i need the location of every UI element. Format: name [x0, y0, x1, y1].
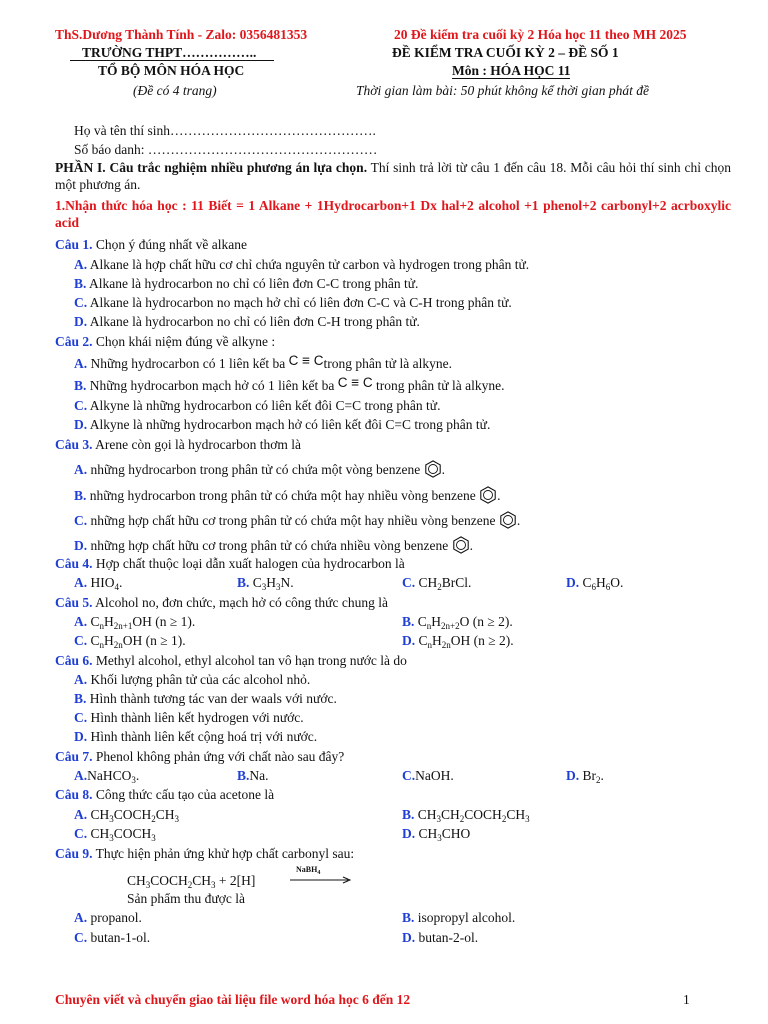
q6-option-b[interactable]: B. Hình thành tương tác van der waals với nước.: [74, 691, 337, 706]
reaction-arrow-icon: [290, 876, 352, 884]
reaction-reagent: NaBH$_4$: [296, 865, 321, 876]
q9-stem: Thực hiện phản ứng khử hợp chất carbonyl sau:: [92, 846, 355, 861]
q3-label: Câu 3.: [55, 437, 93, 452]
q6-stem: Methyl alcohol, ethyl alcohol tan vô hạn trong nước là do: [92, 653, 407, 668]
student-name-field: Họ và tên thí sinh……………………………………….: [74, 123, 376, 138]
q5-option-c[interactable]: C. $C_nH_{2n}OH$ (n ≥ 1).: [74, 633, 186, 650]
q7-option-d[interactable]: D. $Br_2$.: [566, 768, 604, 785]
question-2: [55, 333, 275, 350]
student-id-field: Số báo danh: ……………………………………………: [74, 142, 378, 157]
q8-option-c[interactable]: C. $CH_3COCH_3$: [74, 826, 156, 843]
q2-option-c[interactable]: C. Alkyne là những hydrocarbon có liên kết đôi C=C trong phân tử.: [74, 398, 441, 413]
section-heading: 1.Nhận thức hóa học : 11 Biết = 1 Alkane + 1Hydrocarbon+1 Dx hal+2 alcohol +1 phenol+2 carbonyl+2 acrboxylic acid: [55, 198, 731, 230]
subject-title: Môn : HÓA HỌC 11: [452, 63, 571, 78]
q8-stem: Công thức cấu tạo của acetone là: [92, 787, 275, 802]
q7-option-c[interactable]: C.NaOH.: [402, 768, 454, 783]
q9-option-a[interactable]: A. propanol.: [74, 910, 142, 925]
q1-option-a[interactable]: A. Alkane là hợp chất hữu cơ chỉ chứa nguyên tử carbon và hydrogen trong phân tử.: [74, 257, 530, 272]
q5-stem: Alcohol no, đơn chức, mạch hở có công thức chung là: [92, 595, 388, 610]
q9-label: Câu 9.: [55, 846, 93, 861]
benzene-ring-icon: [479, 486, 497, 504]
q2-option-a[interactable]: A. Những hydrocarbon có 1 liên kết ba C ≡ Ctrong phân tử là alkyne.: [74, 353, 452, 371]
q7-option-a[interactable]: A.NaHCO$_3$.: [74, 768, 140, 785]
q9-product-text: Sản phẩm thu được là: [127, 891, 245, 906]
q2-option-b[interactable]: B. Những hydrocarbon mạch hở có 1 liên kết ba C ≡ C trong phân tử là alkyne.: [74, 375, 505, 393]
q7-stem: Phenol không phản ứng với chất nào sau đây?: [92, 749, 345, 764]
q7-option-b[interactable]: B.Na.: [237, 768, 269, 783]
q4-option-c[interactable]: C. $CH_2BrCl$.: [402, 575, 472, 592]
benzene-ring-icon: [424, 460, 442, 478]
q4-option-b[interactable]: B. $C_3H_3N$.: [237, 575, 294, 592]
time-note: Thời gian làm bài: 50 phút không kể thời gian phát đề: [356, 83, 650, 98]
question-5: [55, 594, 388, 611]
part1-intro: [55, 159, 731, 193]
part1-instruction: Thí sinh trả lời từ câu 1 đến câu 18. Mỗi câu hỏi thí sinh chỉ chọn một phương án.: [55, 160, 731, 192]
q8-option-a[interactable]: A. $CH_3COCH_2CH_3$: [74, 807, 180, 824]
q3-option-b[interactable]: B. những hydrocarbon trong phân tử có chứa một hay nhiều vòng benzene .: [74, 488, 501, 503]
q5-option-b[interactable]: B. $C_nH_{2n+2}O$ (n ≥ 2).: [402, 614, 513, 631]
pages-note: (Đề có 4 trang): [133, 83, 217, 98]
question-4: [55, 555, 405, 572]
question-7: [55, 748, 344, 765]
school-name: TRƯỜNG THPT……………..: [82, 45, 257, 60]
q2-option-d[interactable]: D. Alkyne là những hydrocarbon mạch hở có liên kết đôi C=C trong phân tử.: [74, 417, 491, 432]
question-3: [55, 436, 301, 453]
benzene-ring-icon: [452, 536, 470, 554]
q3-option-d[interactable]: D. những hợp chất hữu cơ trong phân tử có chứa nhiều vòng benzene .: [74, 538, 473, 553]
exam-title: ĐỀ KIỂM TRA CUỐI KỲ 2 – ĐỀ SỐ 1: [392, 45, 619, 60]
q1-option-c[interactable]: C. Alkane là hydrocarbon no mạch hở chỉ có liên đơn C-C và C-H trong phân tử.: [74, 295, 512, 310]
question-8: [55, 786, 274, 803]
triple-bond-formula: C ≡ C: [337, 375, 373, 390]
q9-option-d[interactable]: D. butan-2-ol.: [402, 930, 479, 945]
q1-option-b[interactable]: B. Alkane là hydrocarbon no chỉ có liên đơn C-C trong phân tử.: [74, 276, 419, 291]
q2-label: Câu 2.: [55, 334, 93, 349]
triple-bond-formula: C ≡ C: [288, 353, 324, 368]
q7-label: Câu 7.: [55, 749, 93, 764]
q3-option-c[interactable]: C. những hợp chất hữu cơ trong phân tử có chứa một hay nhiều vòng benzene .: [74, 513, 521, 528]
q6-option-d[interactable]: D. Hình thành liên kết cộng hoá trị với nước.: [74, 729, 318, 744]
benzene-ring-icon: [499, 511, 517, 529]
q5-label: Câu 5.: [55, 595, 93, 610]
q4-label: Câu 4.: [55, 556, 93, 571]
q4-option-a[interactable]: A. $HIO_4$.: [74, 575, 123, 592]
q3-option-a[interactable]: A. những hydrocarbon trong phân tử có chứa một vòng benzene .: [74, 462, 445, 477]
q2-stem: Chọn khái niệm đúng về alkyne :: [92, 334, 276, 349]
school-underline: [70, 60, 274, 61]
q4-option-d[interactable]: D. $C_6H_6O$.: [566, 575, 624, 592]
question-9: [55, 845, 354, 862]
q1-stem: Chọn ý đúng nhất về alkane: [92, 237, 247, 252]
q5-option-a[interactable]: A. $C_nH_{2n+1}OH$ (n ≥ 1).: [74, 614, 196, 631]
q1-label: Câu 1.: [55, 237, 93, 252]
q8-label: Câu 8.: [55, 787, 93, 802]
question-6: [55, 652, 407, 669]
q9-option-b[interactable]: B. isopropyl alcohol.: [402, 910, 516, 925]
series-line: 20 Đề kiểm tra cuối kỳ 2 Hóa học 11 theo MH 2025: [394, 27, 687, 42]
q8-option-d[interactable]: D. $CH_3CHO$: [402, 826, 471, 843]
q8-option-b[interactable]: B. $CH_3CH_2COCH_2CH_3$: [402, 807, 530, 824]
q6-option-c[interactable]: C. Hình thành liên kết hydrogen với nước.: [74, 710, 304, 725]
page-number: 1: [683, 992, 690, 1007]
author-line: ThS.Dương Thành Tính - Zalo: 0356481353: [55, 27, 308, 42]
q9-option-c[interactable]: C. butan-1-ol.: [74, 930, 151, 945]
q1-option-d[interactable]: D. Alkane là hydrocarbon no chỉ có liên đơn C-H trong phân tử.: [74, 314, 420, 329]
part1-title: PHẦN I. Câu trắc nghiệm nhiều phương án lựa chọn.: [55, 160, 368, 175]
q4-stem: Hợp chất thuộc loại dẫn xuất halogen của hydrocarbon là: [92, 556, 405, 571]
q5-option-d[interactable]: D. $C_nH_{2n}OH$ (n ≥ 2).: [402, 633, 514, 650]
subject-underline: [452, 78, 570, 79]
q6-label: Câu 6.: [55, 653, 93, 668]
footer-promo: Chuyên viết và chuyển giao tài liệu file word hóa học 6 đến 12: [55, 992, 411, 1007]
question-1: [55, 236, 247, 253]
q6-option-a[interactable]: A. Khối lượng phân tử của các alcohol nhỏ.: [74, 672, 311, 687]
q3-stem: Arene còn gọi là hydrocarbon thơm là: [92, 437, 301, 452]
q9-equation: $CH_3COCH_2CH_3 + 2[H]$: [127, 873, 256, 890]
department-name: TỔ BỘ MÔN HÓA HỌC: [98, 63, 245, 78]
